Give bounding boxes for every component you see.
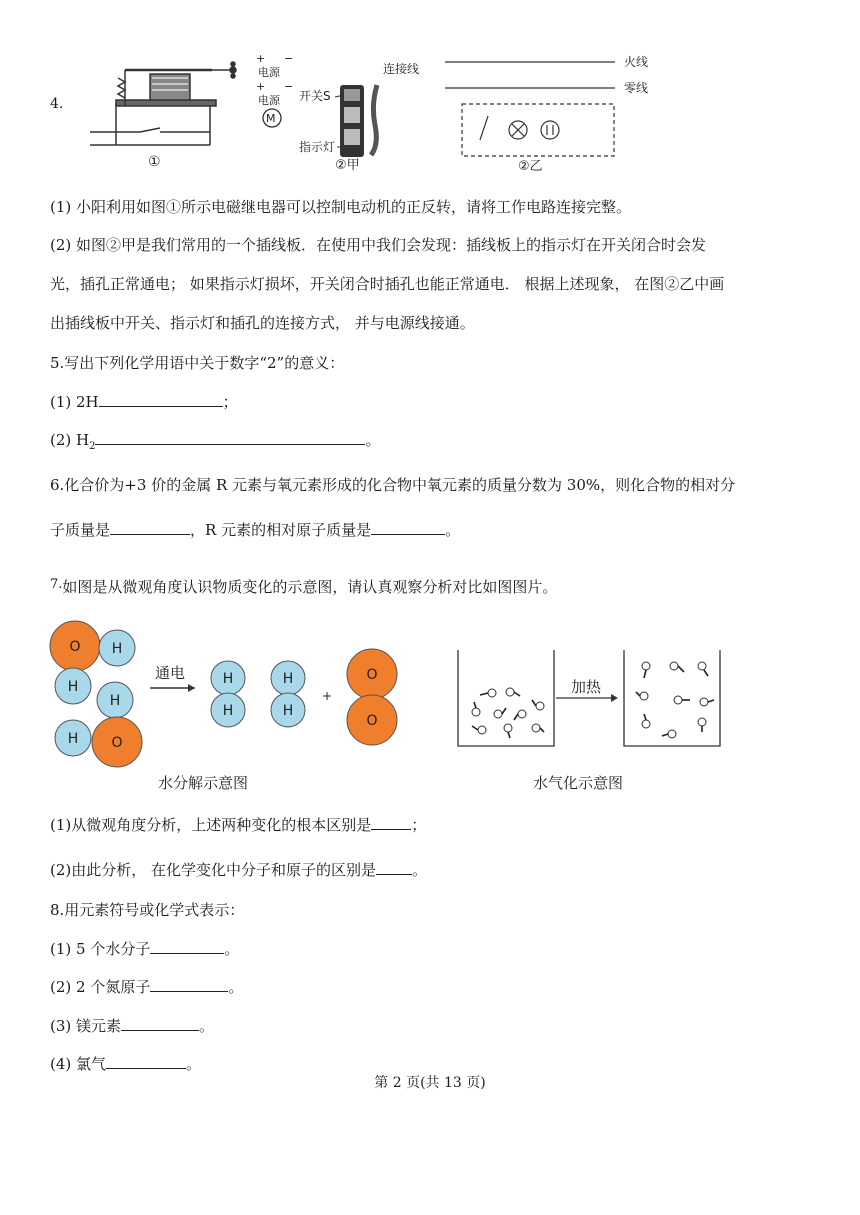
atom-label: H [222,703,234,719]
wiring-caption: ②乙 [518,159,543,174]
switch-symbol [480,116,488,140]
q8-item-suffix: 。 [199,1017,215,1035]
water-molecule-icon [668,730,676,738]
q5-item2-subscript: 2 [89,441,96,452]
q5-item1 [50,392,238,412]
atom-label: H [282,671,294,687]
q8-item [50,939,239,959]
atom-label: O [366,713,378,729]
q6-line2-text-a: 子质量是 [50,521,111,539]
water-decomposition-figure [45,618,415,798]
q7-part1-text: (1)从微观角度分析，上述两种变化的根本区别是 [50,816,372,834]
atom-label: O [366,667,378,683]
q8-item [50,977,243,997]
plus-sign: + [321,689,333,703]
atom-label: O [69,639,81,655]
q8-item-label: (1) 5 个水分子 [50,940,151,958]
q5-item2 [50,430,381,457]
power-label-top: 电源 [258,66,280,79]
page-footer: 第 2 页(共 13 页) [374,1075,486,1091]
q4-part2-line2: 光，插孔正常通电； 如果指示灯损坏，开关闭合时插孔也能正常通电． 根据上述现象， 在图②乙中画 [50,275,725,293]
electrolysis-label: 通电 [154,664,186,682]
decomposition-caption: 水分解示意图 [157,774,249,792]
q5-item2-blank[interactable] [95,430,365,445]
water-molecule-icon [478,726,486,734]
indicator-label: 指示灯 [299,140,336,154]
water-molecule-icon [698,662,706,670]
water-molecule-icon [670,662,678,670]
water-molecule-icon [642,662,650,670]
water-molecule-icon [674,696,682,704]
water-molecule-icon [698,718,706,726]
water-molecule-icon [642,720,650,728]
q4-part1: (1) 小阳利用如图①所示电磁继电器可以控制电动机的正反转，请将工作电路连接完整。 [50,198,632,216]
q7-part2-text: (2)由此分析， 在化学变化中分子和原子的区别是 [50,861,377,879]
atom-label: H [222,671,234,687]
q8-item-label: (3) 镁元素 [50,1017,122,1035]
q8-item-suffix: 。 [186,1055,202,1073]
q7-title: 如图是从微观角度认识物质变化的示意图，请认真观察分析对比如图图片。 [62,578,558,596]
atom-label: H [111,641,123,657]
switch-label: 开关S [299,89,331,103]
water-molecule-icon [532,724,540,732]
power-strip-figure [295,55,420,175]
q6-blank-atomic-mass[interactable] [371,520,445,535]
q5-item1-suffix: ； [222,393,238,411]
power-strip-caption: ②甲 [335,158,360,173]
q6-line1: 6.化合价为+3 价的金属 R 元素与氧元素形成的化合物中氧元素的质量分数为 30%，则化合物的相对分 [50,476,736,494]
atom-label: H [67,679,79,695]
wiring-figure [440,52,662,174]
q6-blank-molecular-mass[interactable] [110,520,190,535]
q4-number: 4. [50,96,64,112]
q6-line2-text-b: ，R 元素的相对原子质量是 [190,521,372,539]
q4-part2-line1: (2) 如图②甲是我们常用的一个插线板．在使用中我们会发现：插线板上的指示灯在开关闭合时会发 [50,236,707,254]
live-wire-label: 火线 [624,55,649,69]
water-molecule-icon [504,724,512,732]
power-plus-2: + [256,80,266,93]
q8-item-blank[interactable] [150,939,224,954]
heating-label: 加热 [570,678,602,696]
q8-item-blank[interactable] [150,977,228,992]
q6-line2 [50,520,460,540]
power-plus-1: + [256,52,266,65]
water-molecule-icon [518,710,526,718]
atom-label: H [109,693,121,709]
q8-title: 8.用元素符号或化学式表示： [50,901,245,919]
q5-item1-label: (1) 2H [50,393,99,411]
water-molecule-icon [488,689,496,697]
water-molecule-icon [472,708,480,716]
relay-caption: ① [148,154,161,170]
water-molecule-icon [506,688,514,696]
q7-part1 [50,815,426,835]
atom-label: H [282,703,294,719]
q7-part2-blank[interactable] [376,860,412,875]
q7-part2 [50,860,427,880]
q8-item-label: (4) 氯气 [50,1055,107,1073]
q7-part2-suffix: 。 [412,861,428,879]
power-minus-2: − [284,80,294,93]
motor-label: M [266,112,276,125]
q4-part2-line3: 出插线板中开关、指示灯和插孔的连接方式， 并与电源线接通。 [50,314,475,332]
water-molecule-icon [536,702,544,710]
vaporization-caption: 水气化示意图 [532,774,624,792]
atom-label: H [67,731,79,747]
power-minus-1: − [284,52,294,65]
relay-figure [80,50,300,172]
q8-item [50,1054,201,1074]
q5-title: 5.写出下列化学用语中关于数字“2”的意义： [50,354,345,372]
q5-item1-blank[interactable] [99,392,223,407]
vaporization-figure [448,640,738,800]
socket-icon [541,121,559,139]
q7-heading [50,575,557,597]
q8-item-suffix: 。 [228,978,244,996]
water-molecule-icon [700,698,708,706]
q8-item [50,1016,214,1036]
q8-item-blank[interactable] [121,1016,199,1031]
q6-line2-text-c: 。 [445,521,461,539]
q5-item2-label: (2) H [50,431,90,449]
neutral-wire-label: 零线 [624,81,649,95]
q7-part1-suffix: ； [411,816,427,834]
q8-item-label: (2) 2 个氮原子 [50,978,151,996]
water-molecule-icon [640,692,648,700]
q5-item2-suffix: 。 [365,431,381,449]
q8-item-suffix: 。 [224,940,240,958]
power-label-bottom: 电源 [258,94,280,107]
cable-label: 连接线 [383,62,420,76]
q7-number: 7. [50,577,63,592]
q7-part1-blank[interactable] [371,815,411,830]
atom-label: O [111,735,123,751]
water-molecule-icon [494,710,502,718]
q8-item-blank[interactable] [106,1054,186,1069]
